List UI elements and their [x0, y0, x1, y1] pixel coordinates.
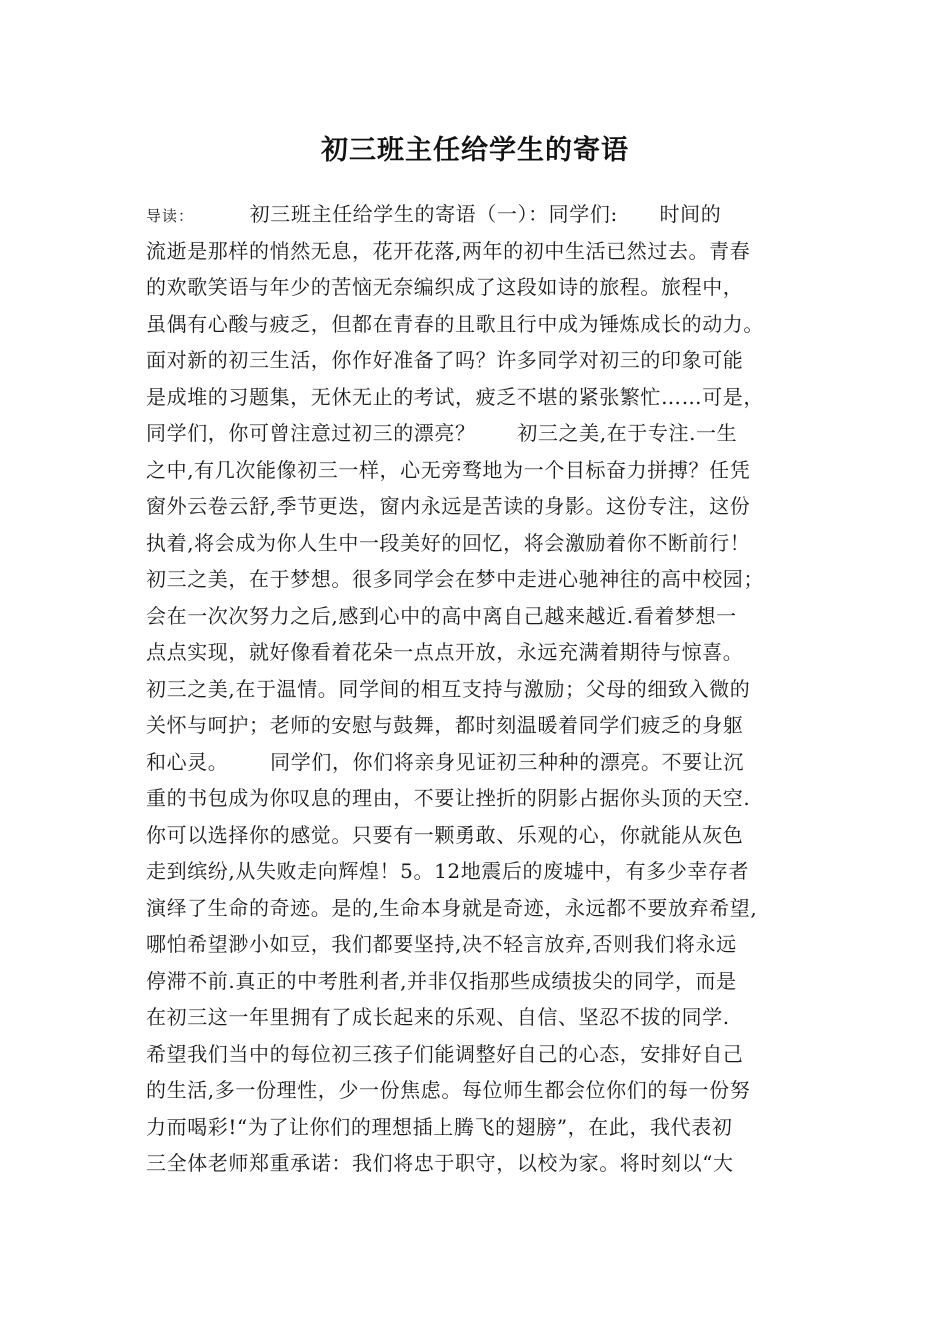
body-line: 停滞不前.真正的中考胜利者,并非仅指那些成绩拔尖的同学，而是 — [146, 968, 737, 993]
body-line-1 — [146, 196, 826, 233]
body-line: 之中,有几次能像初三一样，心无旁骛地为一个目标奋力拼搏？任凭 — [146, 457, 751, 482]
body-line: 点点实现，就好像看着花朵一点点开放，永远充满着期待与惊喜。 — [146, 640, 744, 664]
body-line: 初三之美,在于温情。同学间的相互支持与激励；父母的细致入微的 — [146, 676, 751, 701]
body-line: 虽偶有心酸与疲乏，但都在青春的且歌且行中成为锤炼成长的动力。 — [146, 311, 764, 336]
body-line: 执着,将会成为你人生中一段美好的回忆，将会激励着你不断前行！ — [146, 530, 751, 555]
body-line-1-text: 初三班主任给学生的寄语（一）：同学们: 时间的 — [194, 202, 722, 226]
body-line: 希望我们当中的每位初三孩子们能调整好自己的心态，安排好自己 — [146, 1041, 744, 1066]
body-line: 力而喝彩!“为了让你们的理想插上腾飞的翅膀”，在此，我代表初 — [146, 1114, 733, 1139]
body-line: 三全体老师郑重承诺：我们将忠于职守，以校为家。将时刻以“大 — [146, 1151, 734, 1175]
body-line: 同学们，你可曾注意过初三的漂亮？ 初三之美,在于专注.一生 — [146, 421, 738, 445]
body-line: 的欢歌笑语与年少的苦恼无奈编织成了这段如诗的旅程。旅程中， — [146, 275, 744, 299]
document-body — [146, 196, 826, 1182]
body-line: 是成堆的习题集，无休无止的考试，疲乏不堪的紧张繁忙……可是， — [146, 384, 764, 409]
body-line: 面对新的初三生活，你作好准备了吗？许多同学对初三的印象可能 — [146, 348, 744, 372]
body-line: 的生活,多一份理性，少一份焦虑。每位师生都会位你们的每一份努 — [146, 1078, 751, 1102]
body-line: 走到缤纷,从失败走向辉煌！5。12地震后的废墟中，有多少幸存者 — [146, 859, 750, 883]
body-line: 哪怕希望渺小如豆，我们都要坚持,决不轻言放弃,否则我们将永远 — [146, 932, 737, 956]
body-line: 在初三这一年里拥有了成长起来的乐观、自信、坚忍不拔的同学. — [146, 1005, 730, 1029]
body-line: 关怀与呵护；老师的安慰与鼓舞，都时刻温暖着同学们疲乏的身躯 — [146, 713, 744, 737]
body-line: 流逝是那样的悄然无息，花开花落,两年的初中生活已然过去。青春 — [146, 238, 751, 263]
body-line: 演绎了生命的奇迹。是的,生命本身就是奇迹，永远都不要放弃希望, — [146, 895, 758, 920]
body-line: 和心灵。 同学们，你们将亲身见证初三种种的漂亮。不要让沉 — [146, 749, 744, 774]
body-line: 你可以选择你的感觉。只要有一颗勇敢、乐观的心，你就能从灰色 — [146, 822, 744, 847]
intro-label: 导读： — [146, 207, 195, 225]
document-title: 初三班主任给学生的寄语 — [321, 135, 629, 166]
body-line: 会在一次次努力之后,感到心中的高中离自己越来越近.看着梦想一 — [146, 603, 737, 628]
body-line: 重的书包成为你叹息的理由，不要让挫折的阴影占据你头顶的天空. — [146, 786, 751, 810]
body-line: 窗外云卷云舒,季节更迭，窗内永远是苦读的身影。这份专注，这份 — [146, 494, 751, 518]
body-line: 初三之美，在于梦想。很多同学会在梦中走进心驰神往的高中校园； — [146, 567, 764, 591]
